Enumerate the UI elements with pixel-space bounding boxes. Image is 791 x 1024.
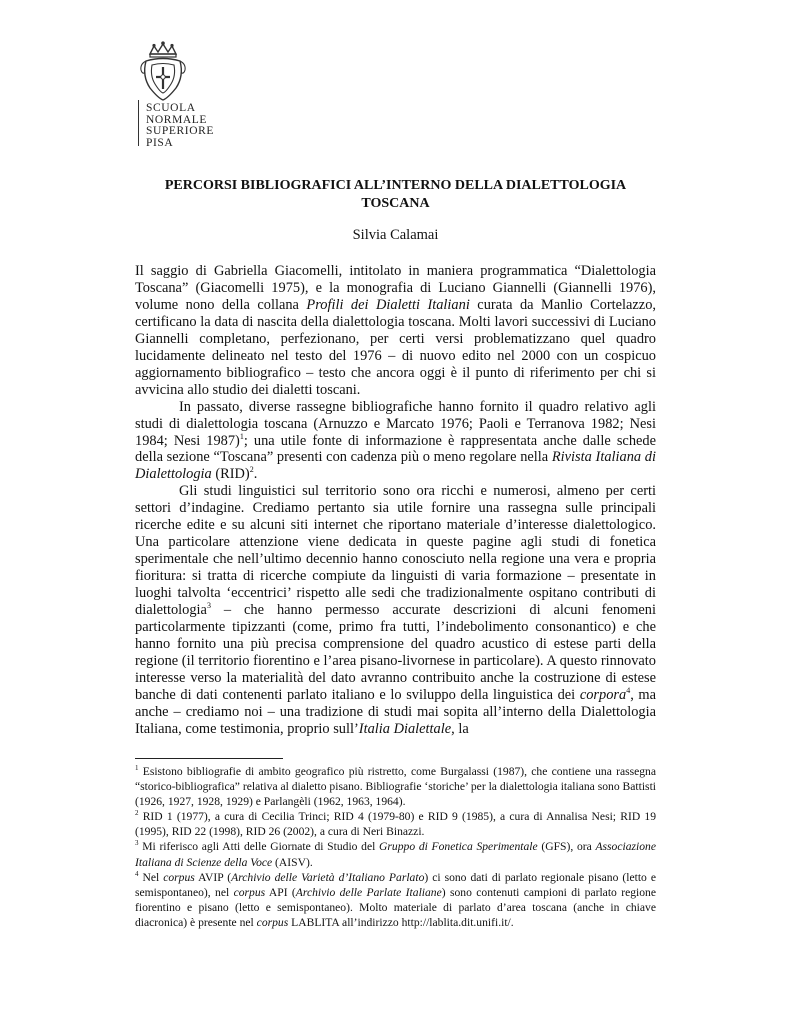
italic-text: Archivio delle Parlate Italiane — [295, 885, 442, 899]
footnote — [135, 809, 656, 839]
text-run: ) sono contenuti campioni di parlato regione fiorentino e pisano (letto e semispontaneo). Molto materiale di parlato d’area toscana (anche in chiave diacronica) è presente nel — [135, 885, 656, 929]
footnotes — [135, 764, 656, 930]
text-run: LABLITA all’indirizzo http://lablita.dit.unifi.it/. — [288, 915, 514, 929]
italic-text: Rivista Italiana di Dialettologia — [135, 449, 656, 483]
body-text — [135, 263, 656, 738]
footnote — [135, 764, 656, 809]
text-run: Nel — [138, 870, 164, 884]
text-run: Gli studi linguistici sul territorio sono ora ricchi e numerosi, almeno per certi settori d’indagine. Crediamo pertanto sia utile fornire una rassegna sulle principali ricerche edite e su alcuni siti internet che riportano materiale d’interesse dialettologico. Una particolare attenzione viene dedicata in queste pagine agli studi di fonetica sperimentale che nell’ultimo decennio hanno conosciuto nella regione una vera e propria fioritura: si tratta di ricerche compiute da linguisti di varia formazione – presentate in luoghi talvolta ‘eccentrici’ rispetto alle sedi che tradizionalmente ospitano contributi di dialettologia — [135, 483, 656, 619]
text-run: , la — [451, 720, 469, 737]
text-run: (RID) — [211, 466, 250, 483]
text-run: – che hanno permesso accurate descrizioni di alcuni fenomeni particolarmente tipizzanti (come, primo fra tutti, l’indebolimento consonantico) e che hanno fornito una più precisa comprensione del quadro acustico di estese parti della regione (il territorio fiorentino e l’area pisano-livornese in particolare). A questo rinnovato interesse verso la materialità del dato avranno contribuito anche la costruzione di estese banche di dati contenenti parlato italiano e lo sviluppo della linguistica dei — [135, 602, 656, 703]
footnote-separator — [135, 758, 283, 759]
footnote — [135, 870, 656, 930]
text-run: AVIP ( — [194, 870, 232, 884]
institution-name-line: SCUOLA — [146, 102, 196, 114]
text-run: (AISV). — [272, 855, 313, 869]
italic-text: Gruppo di Fonetica Sperimentale — [379, 840, 538, 854]
italic-text: Profili dei Dialetti Italiani — [306, 296, 470, 313]
footnote-marker: 3 — [135, 839, 139, 848]
text-run: ) ci sono dati di parlato regionale pisano (letto e semispontaneo), nel — [135, 870, 656, 899]
text-run: (GFS), ora — [537, 840, 596, 854]
footnote-marker: 4 — [626, 686, 631, 696]
italic-text: Archivio delle Varietà d’Italiano Parlato — [231, 870, 425, 884]
text-run: Il saggio di Gabriella Giacomelli, intitolato in maniera programmatica “Dialettologia Toscana” (Giacomelli 1975), e la monografia di Luciano Giannelli (Giannelli 1976), volume nono della collana — [135, 263, 656, 313]
text-run: . — [253, 466, 258, 483]
text-run: curata da Manlio Cortelazzo, certificano la data di nascita della dialettologia toscana. Molti lavori successivi di Luciano Giannelli completano, perfezionano, per certi versi problematizzano quel quadro lucidamente delineato nel testo del 1976 – di nuovo edito nel 2000 con un cospicuo aggiornamento bibliografico – testo che ancora oggi è il punto di riferimento per chi si avvicina allo studio dei dialetti toscani. — [135, 296, 656, 398]
body-paragraph — [135, 263, 656, 399]
text-run: Esistono bibliografie di ambito geografico più ristretto, come Burgalassi (1987), che contiene una rassegna “storico-bibliografica” relativa al dialetto pisano. Bibliografie ‘storiche’ per la dialettologia italiana sono Battisti (1926, 1927, 1928, 1929) e Parlangèli (1962, 1963, 1964). — [135, 765, 657, 809]
footnote-marker: 1 — [239, 431, 244, 441]
footnote — [135, 839, 656, 869]
author-name: Silvia Calamai — [352, 227, 439, 243]
footnote-marker: 4 — [135, 869, 139, 878]
institution-name-line: NORMALE — [146, 113, 208, 126]
body-paragraph — [135, 399, 656, 484]
italic-text: corpora — [579, 686, 627, 703]
footnote-marker: 2 — [135, 809, 139, 818]
text-run: In passato, diverse rassegne bibliografiche hanno fornito il quadro relativo agli studi di dialettologia toscana (Arnuzzo e Marcato 1976; Paoli e Terranova 1982; Nesi 1984; Nesi 1987) — [135, 398, 656, 449]
italic-text: Italia Dialettale — [358, 720, 452, 737]
footnote-marker: 1 — [135, 764, 139, 773]
paper-title: PERCORSI BIBLIOGRAFICI ALL’INTERNO DELLA DIALETTOLOGIA TOSCANA — [164, 178, 627, 211]
scuola-normale-crest-icon — [132, 40, 194, 102]
text-run: ; una utile fonte di informazione è rappresentata anche dalle schede della sezione “Toscana” presenti con cadenza più o meno regolare nella — [135, 432, 656, 466]
italic-text: Associazione Italiana di Scienze della Voce — [135, 840, 656, 869]
footnote-marker: 3 — [206, 601, 211, 611]
text-run: , ma anche – crediamo noi – una tradizione di studi mai sopita all’interno della Dialettologia Italiana, come testimonia, proprio sull’ — [135, 686, 656, 737]
italic-text: corpus — [256, 915, 289, 929]
text-run: Mi riferisco agli Atti delle Giornate di Studio del — [138, 840, 380, 854]
body-paragraph — [135, 483, 656, 737]
institution-name-line: PISA — [146, 136, 174, 149]
text-run: API ( — [265, 885, 296, 899]
institution-name — [146, 103, 214, 149]
italic-text: corpus — [233, 885, 266, 899]
footnote-marker: 2 — [249, 465, 254, 475]
text-run: RID 1 (1977), a cura di Cecilia Trinci; RID 4 (1979-80) e RID 9 (1985), a cura di Annalisa Nesi; RID 19 (1995), RID 22 (1998), RID 26 (2002), a cura di Neri Binazzi. — [135, 810, 656, 839]
institution-name-line: SUPERIORE — [146, 125, 215, 138]
logo-divider — [138, 100, 139, 146]
italic-text: corpus — [163, 870, 195, 884]
